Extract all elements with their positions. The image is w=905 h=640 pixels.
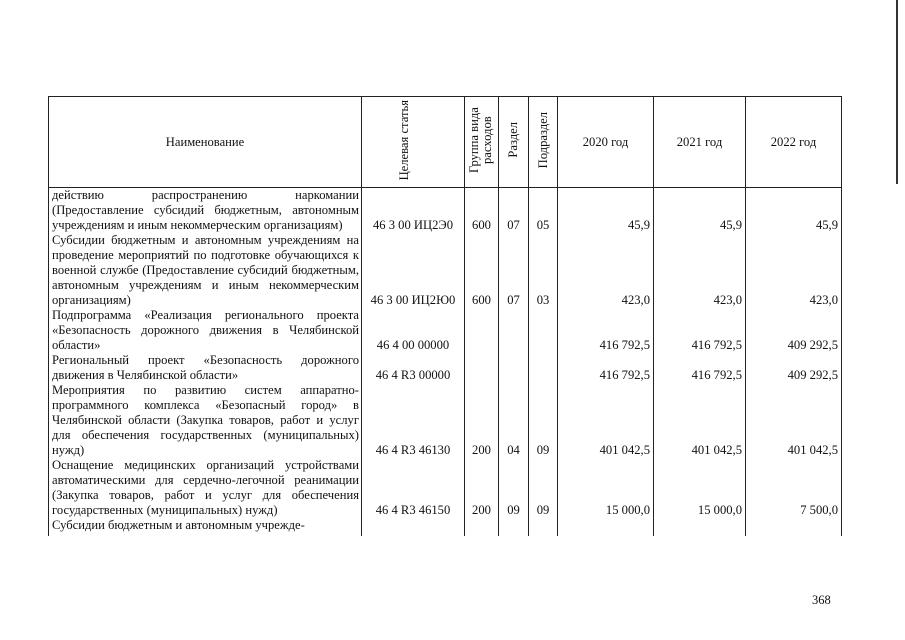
header-section: Раздел bbox=[499, 97, 529, 188]
header-target-article: Целевая статья bbox=[362, 97, 465, 188]
row-2020: 416 792,5 bbox=[558, 353, 654, 383]
row-group: 600 bbox=[465, 233, 499, 308]
row-subsection: 09 bbox=[529, 458, 558, 518]
row-subsection bbox=[529, 308, 558, 353]
table-row bbox=[49, 188, 842, 234]
row-2021 bbox=[654, 518, 746, 536]
table-row bbox=[49, 308, 842, 353]
row-2020 bbox=[558, 518, 654, 536]
row-section: 07 bbox=[499, 233, 529, 308]
row-section bbox=[499, 308, 529, 353]
row-2022: 409 292,5 bbox=[746, 353, 842, 383]
row-group bbox=[465, 308, 499, 353]
header-expense-group: Группа вида расходов bbox=[465, 97, 499, 188]
row-name: Региональный проект «Безопасность дорожного движения в Челябинской области» bbox=[49, 353, 362, 383]
row-2021: 423,0 bbox=[654, 233, 746, 308]
budget-table bbox=[48, 96, 842, 536]
row-2020: 416 792,5 bbox=[558, 308, 654, 353]
row-2022: 45,9 bbox=[746, 188, 842, 234]
table-header-row bbox=[49, 97, 842, 188]
row-code: 46 4 00 00000 bbox=[362, 308, 465, 353]
row-code: 46 4 R3 46130 bbox=[362, 383, 465, 458]
table-row bbox=[49, 353, 842, 383]
row-2022: 7 500,0 bbox=[746, 458, 842, 518]
row-subsection bbox=[529, 518, 558, 536]
row-2021: 45,9 bbox=[654, 188, 746, 234]
row-group: 200 bbox=[465, 383, 499, 458]
table-row bbox=[49, 233, 842, 308]
header-year-2021: 2021 год bbox=[654, 97, 746, 188]
row-2022 bbox=[746, 518, 842, 536]
row-code: 46 3 00 ИЦ2Ю0 bbox=[362, 233, 465, 308]
row-subsection: 09 bbox=[529, 383, 558, 458]
scan-edge-line bbox=[896, 0, 898, 184]
header-year-2022: 2022 год bbox=[746, 97, 842, 188]
row-section: 09 bbox=[499, 458, 529, 518]
row-2020: 45,9 bbox=[558, 188, 654, 234]
row-2021: 416 792,5 bbox=[654, 353, 746, 383]
row-subsection bbox=[529, 353, 558, 383]
row-section: 04 bbox=[499, 383, 529, 458]
row-name: Мероприятия по развитию систем аппаратно-программного комплекса «Безопасный город» в Челябинской области (Закупка товаров, работ и услуг для обеспечения государственных (муниципальных) нужд) bbox=[49, 383, 362, 458]
table-row bbox=[49, 518, 842, 536]
row-code: 46 4 R3 00000 bbox=[362, 353, 465, 383]
row-name: Субсидии бюджетным и автономным учрежде- bbox=[49, 518, 362, 536]
row-section: 07 bbox=[499, 188, 529, 234]
row-code: 46 3 00 ИЦ2Э0 bbox=[362, 188, 465, 234]
row-group bbox=[465, 353, 499, 383]
row-section bbox=[499, 518, 529, 536]
row-group: 600 bbox=[465, 188, 499, 234]
row-2021: 15 000,0 bbox=[654, 458, 746, 518]
page-number: 368 bbox=[812, 593, 831, 607]
header-subsection: Подраздел bbox=[529, 97, 558, 188]
header-year-2020: 2020 год bbox=[558, 97, 654, 188]
row-code: 46 4 R3 46150 bbox=[362, 458, 465, 518]
row-name: Подпрограмма «Реализация регионального проекта «Безопасность дорожного движения в Челябинской области» bbox=[49, 308, 362, 353]
row-group: 200 bbox=[465, 458, 499, 518]
row-section bbox=[499, 353, 529, 383]
row-subsection: 05 bbox=[529, 188, 558, 234]
row-2021: 416 792,5 bbox=[654, 308, 746, 353]
row-2020: 401 042,5 bbox=[558, 383, 654, 458]
row-2022: 401 042,5 bbox=[746, 383, 842, 458]
row-2020: 15 000,0 bbox=[558, 458, 654, 518]
row-code bbox=[362, 518, 465, 536]
row-2022: 423,0 bbox=[746, 233, 842, 308]
table-row bbox=[49, 383, 842, 458]
row-name: Субсидии бюджетным и автономным учреждениям на проведение мероприятий по подготовке обучающихся к военной службе (Предоставление субсидий бюджетным, автономным учреждениям и иным некоммерческим организациям) bbox=[49, 233, 362, 308]
row-2022: 409 292,5 bbox=[746, 308, 842, 353]
row-2021: 401 042,5 bbox=[654, 383, 746, 458]
row-2020: 423,0 bbox=[558, 233, 654, 308]
header-name: Наименование bbox=[49, 97, 362, 188]
row-group bbox=[465, 518, 499, 536]
row-name: действию распространению наркомании (Предоставление субсидий бюджетным, автономным учреждениям и иным некоммерческим организациям) bbox=[49, 188, 362, 234]
row-name: Оснащение медицинских организаций устройствами автоматическими для сердечно-легочной реанимации (Закупка товаров, работ и услуг для обеспечения государственных (муниципальных) нужд) bbox=[49, 458, 362, 518]
row-subsection: 03 bbox=[529, 233, 558, 308]
table-row bbox=[49, 458, 842, 518]
